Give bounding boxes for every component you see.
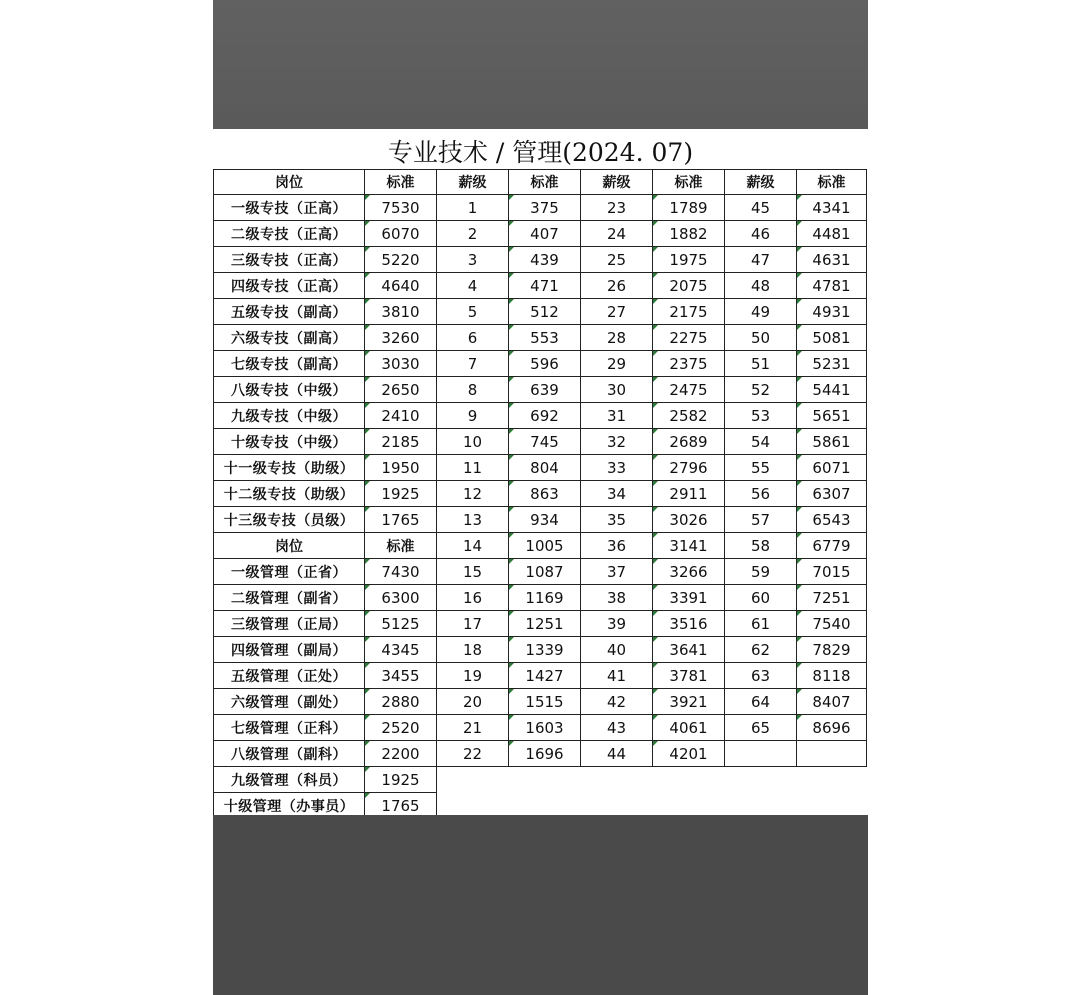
salary-grade: 52 <box>725 377 797 403</box>
salary-grade: 28 <box>581 325 653 351</box>
salary-standard: 863 <box>509 481 581 507</box>
salary-standard: 2175 <box>653 299 725 325</box>
salary-standard: 4631 <box>797 247 867 273</box>
column-header: 标准 <box>365 170 437 195</box>
salary-grade: 16 <box>437 585 509 611</box>
salary-grade: 33 <box>581 455 653 481</box>
column-header: 标准 <box>797 170 867 195</box>
salary-standard: 5441 <box>797 377 867 403</box>
salary-grade: 55 <box>725 455 797 481</box>
position-standard: 1765 <box>365 507 437 533</box>
salary-grade: 53 <box>725 403 797 429</box>
salary-standard: 3781 <box>653 663 725 689</box>
salary-grade: 45 <box>725 195 797 221</box>
page-title: 专业技术 / 管理(2024. 07) <box>387 138 694 167</box>
salary-grade: 10 <box>437 429 509 455</box>
position-standard: 3810 <box>365 299 437 325</box>
salary-standard: 1696 <box>509 741 581 767</box>
salary-grade: 38 <box>581 585 653 611</box>
salary-grade: 8 <box>437 377 509 403</box>
position-standard: 3260 <box>365 325 437 351</box>
position-standard: 7530 <box>365 195 437 221</box>
salary-standard: 8696 <box>797 715 867 741</box>
salary-grade: 48 <box>725 273 797 299</box>
salary-standard: 1515 <box>509 689 581 715</box>
salary-table <box>213 169 867 819</box>
salary-grade: 23 <box>581 195 653 221</box>
position-name: 六级专技（副高） <box>214 325 365 351</box>
empty-area <box>437 767 867 793</box>
salary-grade: 65 <box>725 715 797 741</box>
position-name: 五级专技（副高） <box>214 299 365 325</box>
salary-standard: 3266 <box>653 559 725 585</box>
salary-grade: 5 <box>437 299 509 325</box>
salary-grade: 57 <box>725 507 797 533</box>
position-name: 八级专技（中级） <box>214 377 365 403</box>
table-row <box>214 767 867 793</box>
salary-standard: 553 <box>509 325 581 351</box>
position-name: 三级管理（正局） <box>214 611 365 637</box>
salary-standard: 5081 <box>797 325 867 351</box>
position-standard: 4345 <box>365 637 437 663</box>
position-name: 四级专技（正高） <box>214 273 365 299</box>
salary-grade: 26 <box>581 273 653 299</box>
salary-standard: 4781 <box>797 273 867 299</box>
position-name: 九级专技（中级） <box>214 403 365 429</box>
salary-standard: 2796 <box>653 455 725 481</box>
salary-standard: 375 <box>509 195 581 221</box>
salary-grade: 40 <box>581 637 653 663</box>
salary-grade: 12 <box>437 481 509 507</box>
position-standard: 5220 <box>365 247 437 273</box>
salary-standard <box>797 741 867 767</box>
salary-grade: 13 <box>437 507 509 533</box>
salary-grade: 59 <box>725 559 797 585</box>
position-name: 三级专技（正高） <box>214 247 365 273</box>
column-header: 岗位 <box>214 170 365 195</box>
salary-grade: 64 <box>725 689 797 715</box>
salary-standard: 2075 <box>653 273 725 299</box>
salary-standard: 4341 <box>797 195 867 221</box>
position-standard: 1925 <box>365 767 437 793</box>
position-standard: 7430 <box>365 559 437 585</box>
salary-standard: 2375 <box>653 351 725 377</box>
table-row <box>214 377 867 403</box>
salary-standard: 1427 <box>509 663 581 689</box>
salary-standard: 6307 <box>797 481 867 507</box>
salary-grade: 60 <box>725 585 797 611</box>
position-name: 六级管理（副处） <box>214 689 365 715</box>
salary-standard: 2911 <box>653 481 725 507</box>
salary-standard: 7540 <box>797 611 867 637</box>
salary-grade: 41 <box>581 663 653 689</box>
position-name: 五级管理（正处） <box>214 663 365 689</box>
position-standard: 2520 <box>365 715 437 741</box>
salary-grade: 36 <box>581 533 653 559</box>
position-standard: 2650 <box>365 377 437 403</box>
salary-standard: 596 <box>509 351 581 377</box>
position-standard: 3030 <box>365 351 437 377</box>
salary-standard: 1169 <box>509 585 581 611</box>
salary-standard: 8118 <box>797 663 867 689</box>
table-row <box>214 351 867 377</box>
column-header: 标准 <box>365 533 437 559</box>
salary-grade: 18 <box>437 637 509 663</box>
position-standard: 2880 <box>365 689 437 715</box>
salary-grade: 63 <box>725 663 797 689</box>
table-row <box>214 637 867 663</box>
salary-standard: 1789 <box>653 195 725 221</box>
salary-grade: 43 <box>581 715 653 741</box>
position-standard: 1925 <box>365 481 437 507</box>
salary-standard: 3026 <box>653 507 725 533</box>
table-header-row <box>214 170 867 195</box>
salary-grade: 21 <box>437 715 509 741</box>
salary-standard: 6543 <box>797 507 867 533</box>
salary-standard: 7829 <box>797 637 867 663</box>
salary-standard: 1975 <box>653 247 725 273</box>
table-row <box>214 533 867 559</box>
salary-standard: 7015 <box>797 559 867 585</box>
image-viewer-background-bottom <box>213 815 868 995</box>
salary-standard: 3641 <box>653 637 725 663</box>
table-row <box>214 585 867 611</box>
salary-standard: 7251 <box>797 585 867 611</box>
salary-grade: 4 <box>437 273 509 299</box>
salary-grade: 22 <box>437 741 509 767</box>
salary-standard: 3921 <box>653 689 725 715</box>
salary-grade: 46 <box>725 221 797 247</box>
position-standard: 5125 <box>365 611 437 637</box>
column-header: 薪级 <box>725 170 797 195</box>
position-name: 八级管理（副科） <box>214 741 365 767</box>
salary-grade: 2 <box>437 221 509 247</box>
position-standard: 2410 <box>365 403 437 429</box>
salary-standard: 4201 <box>653 741 725 767</box>
salary-standard: 5231 <box>797 351 867 377</box>
salary-grade: 7 <box>437 351 509 377</box>
position-standard: 3455 <box>365 663 437 689</box>
salary-grade: 17 <box>437 611 509 637</box>
table-row <box>214 689 867 715</box>
salary-grade: 3 <box>437 247 509 273</box>
salary-standard: 8407 <box>797 689 867 715</box>
salary-table-sheet <box>213 129 868 815</box>
salary-grade: 37 <box>581 559 653 585</box>
salary-standard: 1882 <box>653 221 725 247</box>
table-row <box>214 559 867 585</box>
table-row <box>214 429 867 455</box>
position-name: 一级专技（正高） <box>214 195 365 221</box>
salary-grade: 47 <box>725 247 797 273</box>
position-name: 十一级专技（助级） <box>214 455 365 481</box>
salary-standard: 1087 <box>509 559 581 585</box>
position-standard: 1950 <box>365 455 437 481</box>
salary-grade <box>725 741 797 767</box>
salary-standard: 2689 <box>653 429 725 455</box>
table-row <box>214 195 867 221</box>
salary-grade: 1 <box>437 195 509 221</box>
salary-standard: 3391 <box>653 585 725 611</box>
salary-grade: 62 <box>725 637 797 663</box>
salary-grade: 25 <box>581 247 653 273</box>
salary-standard: 639 <box>509 377 581 403</box>
salary-grade: 19 <box>437 663 509 689</box>
position-name: 七级管理（正科） <box>214 715 365 741</box>
salary-grade: 6 <box>437 325 509 351</box>
salary-grade: 35 <box>581 507 653 533</box>
position-name: 十三级专技（员级） <box>214 507 365 533</box>
position-name: 一级管理（正省） <box>214 559 365 585</box>
salary-standard: 2275 <box>653 325 725 351</box>
salary-standard: 4061 <box>653 715 725 741</box>
position-name: 十级管理（办事员） <box>214 793 365 819</box>
salary-grade: 24 <box>581 221 653 247</box>
salary-grade: 29 <box>581 351 653 377</box>
position-name: 七级专技（副高） <box>214 351 365 377</box>
table-row <box>214 299 867 325</box>
salary-grade: 15 <box>437 559 509 585</box>
column-header: 薪级 <box>437 170 509 195</box>
position-standard: 2200 <box>365 741 437 767</box>
salary-standard: 3141 <box>653 533 725 559</box>
salary-standard: 471 <box>509 273 581 299</box>
column-header: 岗位 <box>214 533 365 559</box>
salary-grade: 44 <box>581 741 653 767</box>
column-header: 标准 <box>653 170 725 195</box>
salary-grade: 32 <box>581 429 653 455</box>
position-standard: 4640 <box>365 273 437 299</box>
salary-grade: 34 <box>581 481 653 507</box>
table-row <box>214 741 867 767</box>
salary-grade: 58 <box>725 533 797 559</box>
salary-grade: 14 <box>437 533 509 559</box>
salary-standard: 439 <box>509 247 581 273</box>
position-name: 四级管理（副局） <box>214 637 365 663</box>
table-row <box>214 247 867 273</box>
salary-standard: 934 <box>509 507 581 533</box>
table-row <box>214 273 867 299</box>
salary-grade: 42 <box>581 689 653 715</box>
salary-grade: 50 <box>725 325 797 351</box>
table-row <box>214 611 867 637</box>
salary-grade: 54 <box>725 429 797 455</box>
salary-standard: 2582 <box>653 403 725 429</box>
salary-standard: 692 <box>509 403 581 429</box>
position-name: 九级管理（科员） <box>214 767 365 793</box>
salary-standard: 2475 <box>653 377 725 403</box>
salary-standard: 4931 <box>797 299 867 325</box>
position-standard: 6070 <box>365 221 437 247</box>
position-name: 十级专技（中级） <box>214 429 365 455</box>
position-standard: 2185 <box>365 429 437 455</box>
position-name: 十二级专技（助级） <box>214 481 365 507</box>
salary-standard: 804 <box>509 455 581 481</box>
table-row <box>214 403 867 429</box>
table-row <box>214 221 867 247</box>
salary-standard: 1339 <box>509 637 581 663</box>
salary-standard: 1005 <box>509 533 581 559</box>
salary-standard: 745 <box>509 429 581 455</box>
salary-standard: 407 <box>509 221 581 247</box>
salary-grade: 9 <box>437 403 509 429</box>
table-row <box>214 663 867 689</box>
salary-standard: 4481 <box>797 221 867 247</box>
salary-grade: 31 <box>581 403 653 429</box>
salary-grade: 30 <box>581 377 653 403</box>
salary-standard: 3516 <box>653 611 725 637</box>
table-row <box>214 325 867 351</box>
position-name: 二级专技（正高） <box>214 221 365 247</box>
position-standard: 6300 <box>365 585 437 611</box>
salary-standard: 5861 <box>797 429 867 455</box>
position-name: 二级管理（副省） <box>214 585 365 611</box>
salary-grade: 27 <box>581 299 653 325</box>
salary-standard: 1251 <box>509 611 581 637</box>
salary-standard: 6779 <box>797 533 867 559</box>
table-row <box>214 715 867 741</box>
salary-grade: 51 <box>725 351 797 377</box>
salary-grade: 20 <box>437 689 509 715</box>
salary-grade: 11 <box>437 455 509 481</box>
table-row <box>214 481 867 507</box>
salary-standard: 512 <box>509 299 581 325</box>
column-header: 标准 <box>509 170 581 195</box>
salary-grade: 39 <box>581 611 653 637</box>
salary-grade: 49 <box>725 299 797 325</box>
position-standard: 1765 <box>365 793 437 819</box>
salary-grade: 56 <box>725 481 797 507</box>
table-row <box>214 507 867 533</box>
table-row <box>214 455 867 481</box>
salary-standard: 5651 <box>797 403 867 429</box>
salary-standard: 1603 <box>509 715 581 741</box>
column-header: 薪级 <box>581 170 653 195</box>
salary-standard: 6071 <box>797 455 867 481</box>
salary-grade: 61 <box>725 611 797 637</box>
